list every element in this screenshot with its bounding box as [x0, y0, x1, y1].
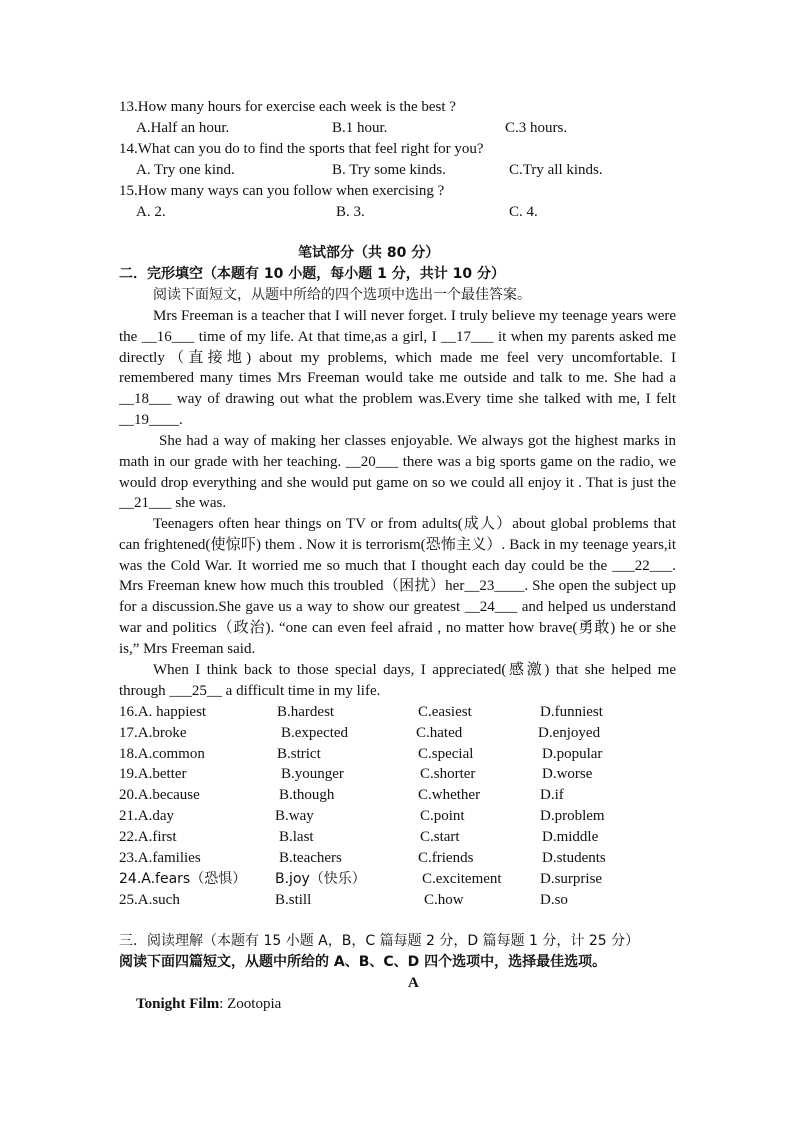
cloze-paragraph-1: Mrs Freeman is a teacher that I will never forget. I truly believe my teenage years were the __16___ time of my life. At that time,as a girl, I __17___ it when my parents asked me directly（直接地) about my problems, which made me feel very uncomfortable. I remembered many times Mrs Freeman would take me outside and talk to me. She had a __18___ way of drawing out what the problem was.Every time she talked with me, I felt __19____. [119, 308, 676, 428]
option-17b: B.expected [281, 725, 349, 741]
section3-heading: 三．阅读理解（本题有 15 小题 A，B，C 篇每题 2 分，D 篇每题 1 分，计 25 分） [119, 933, 640, 949]
q14-option-c: C.Try all kinds. [509, 162, 603, 178]
option-19d: D.worse [542, 766, 593, 782]
option-24a: 24.A.fears（恐惧） [119, 871, 247, 887]
option-25d: D.so [540, 892, 568, 908]
option-17c: C.hated [416, 725, 463, 741]
option-20b: B.though [279, 787, 335, 803]
question-15: 15.How many ways can you follow when exercising ? [119, 183, 445, 199]
option-21a: 21.A.day [119, 808, 174, 824]
q15-option-a: A. 2. [136, 204, 166, 220]
option-24d: D.surprise [540, 871, 603, 887]
q15-option-c: C. 4. [509, 204, 538, 220]
option-16d: D.funniest [540, 704, 603, 720]
q13-option-c: C.3 hours. [505, 120, 568, 136]
cloze-paragraph-2: She had a way of making her classes enjoyable. We always got the highest marks in math in our grade with her teaching. __20___ there was a big sports game on the radio, we would drop everything and she would put game on so we could all enjoy it . That is just the __21___ she was. [119, 433, 676, 512]
question-13: 13.How many hours for exercise each week is the best ? [119, 99, 456, 115]
option-19a: 19.A.better [119, 766, 187, 782]
option-21b: B.way [275, 808, 314, 824]
section2-heading: 二．完形填空（本题有 10 小题，每小题 1 分，共计 10 分） [119, 266, 505, 282]
tonight-film-name: : Zootopia [219, 996, 282, 1012]
option-18d: D.popular [542, 746, 603, 762]
option-19c: C.shorter [420, 766, 476, 782]
option-16c: C.easiest [418, 704, 472, 720]
option-24c: C.excitement [422, 871, 502, 887]
tonight-film-label: Tonight Film [136, 996, 220, 1012]
option-23b: B.teachers [279, 850, 342, 866]
option-16b: B.hardest [277, 704, 335, 720]
option-22d: D.middle [542, 829, 599, 845]
option-24b: B.joy（快乐） [275, 871, 366, 887]
cloze-paragraph-3: Teenagers often hear things on TV or from adults(成人）about global problems that can frightened(使惊吓) them . Now it is terrorism(恐怖主义）. Back in my teenage years,it was the Cold War. It worried me so much that I thought each day could be the ___22___. Mrs Freeman knew how much this troubled（困扰）her__23____. She open the subject up for a discussion.She gave us a way to show our greatest __24___ and helped us understand war and politics（政治). “one can even feel afraid , no matter how brave(勇敢) he or she is,” Mrs Freeman said. [119, 516, 676, 657]
option-19b: B.younger [281, 766, 344, 782]
option-22c: C.start [420, 829, 460, 845]
section2-instruction: 阅读下面短文，从题中所给的四个选项中选出一个最佳答案。 [153, 287, 531, 303]
option-20a: 20.A.because [119, 787, 200, 803]
question-14: 14.What can you do to find the sports that feel right for you? [119, 141, 484, 157]
section3-instruction: 阅读下面四篇短文，从题中所给的 A、B、C、D 四个选项中，选择最佳选项。 [119, 954, 607, 970]
written-part-title: 笔试部分（共 80 分） [298, 245, 440, 261]
option-25b: B.still [275, 892, 312, 908]
option-23c: C.friends [418, 850, 474, 866]
option-18a: 18.A.common [119, 746, 205, 762]
option-21d: D.problem [540, 808, 605, 824]
tonight-film-line [136, 994, 281, 1014]
option-17a: 17.A.broke [119, 725, 187, 741]
passage-a-letter: A [408, 975, 419, 991]
option-18c: C.special [418, 746, 474, 762]
q14-option-b: B. Try some kinds. [332, 162, 446, 178]
option-21c: C.point [420, 808, 465, 824]
q13-option-a: A.Half an hour. [136, 120, 230, 136]
option-22b: B.last [279, 829, 314, 845]
option-23d: D.students [542, 850, 606, 866]
option-22a: 22.A.first [119, 829, 177, 845]
option-18b: B.strict [277, 746, 321, 762]
cloze-paragraph-4: When I think back to those special days, I appreciated(感激) that she helped me through ___25__ a difficult time in my life. [119, 662, 676, 699]
option-17d: D.enjoyed [538, 725, 601, 741]
q15-option-b: B. 3. [336, 204, 365, 220]
option-16a: 16.A. happiest [119, 704, 207, 720]
option-23a: 23.A.families [119, 850, 201, 866]
option-25a: 25.A.such [119, 892, 180, 908]
option-20c: C.whether [418, 787, 481, 803]
q14-option-a: A. Try one kind. [136, 162, 235, 178]
q13-option-b: B.1 hour. [332, 120, 388, 136]
option-25c: C.how [424, 892, 464, 908]
option-20d: D.if [540, 787, 564, 803]
